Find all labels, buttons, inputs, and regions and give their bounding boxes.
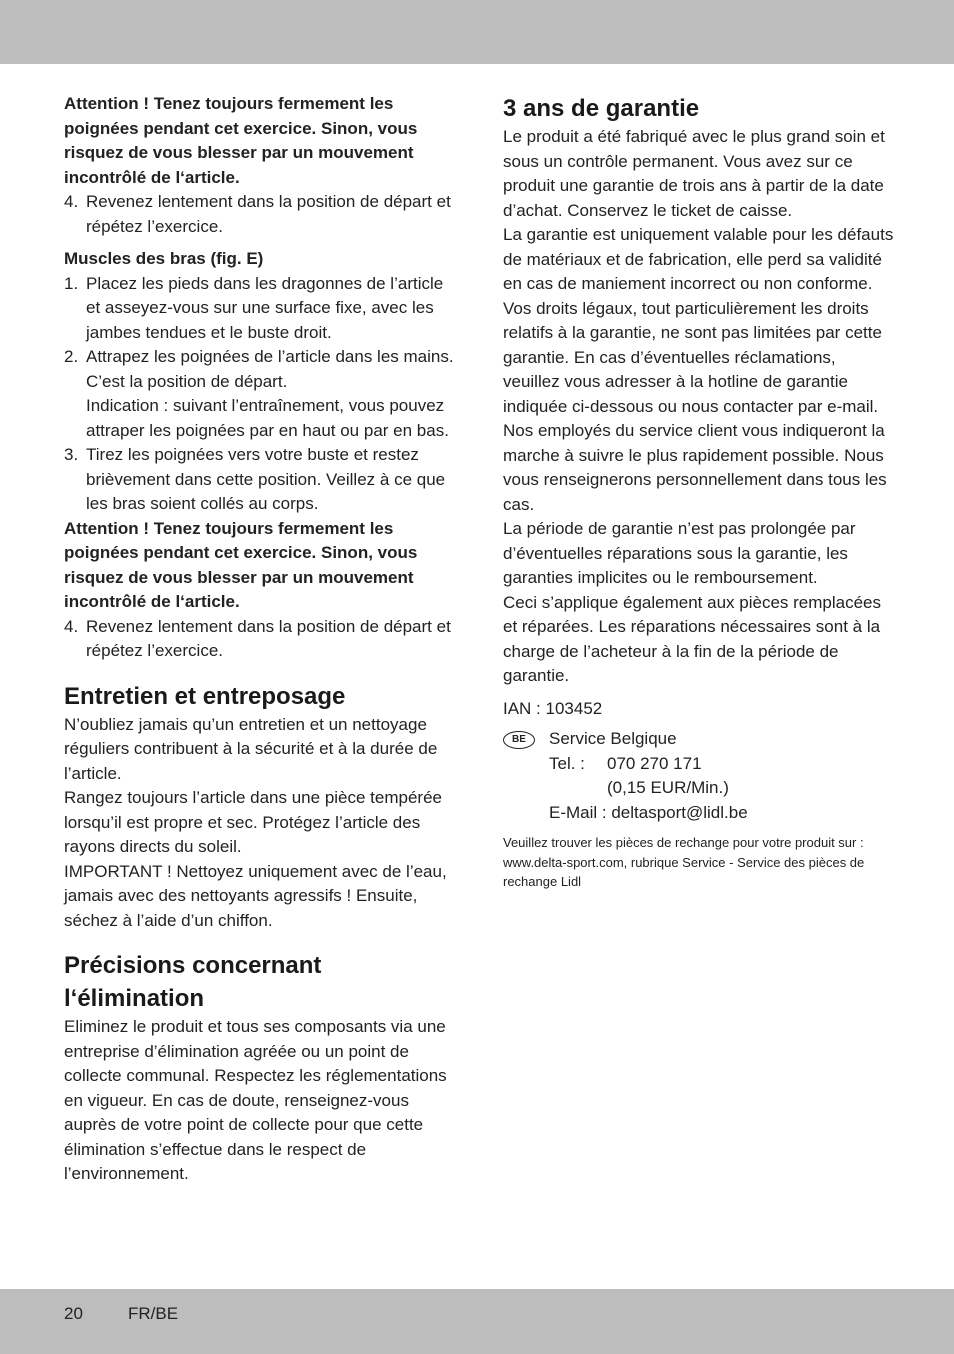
service-name: Service Belgique — [549, 729, 677, 748]
warning-text: Attention ! Tenez toujours fermement les poignées pendant cet exercice. Sinon, vous risquez de vous blesser par un mouvement incontrôlé de l‘article. — [64, 94, 418, 187]
tel-number: 070 270 171 — [607, 753, 702, 773]
country-badge: BE — [503, 731, 535, 749]
paragraph: IMPORTANT ! Nettoyez uniquement avec de l’eau, jamais avec des nettoyants agressifs ! Ensuite, séchez à l’aide d’un chiffon. — [64, 861, 447, 930]
maintenance-heading: Entretien et entreposage — [64, 682, 346, 710]
list-item — [64, 615, 456, 664]
list-item — [64, 272, 456, 346]
list-item — [64, 190, 456, 239]
step-text: Tirez les poignées vers votre buste et restez brièvement dans cette position. Veillez à ce que les bras soient collés au corps. — [86, 445, 446, 513]
step-note: Indication : suivant l’entraînement, vous pouvez attraper les poignées par en haut ou par en bas. — [86, 396, 449, 440]
step-text: Revenez lentement dans la position de départ et répétez l’exercice. — [86, 192, 451, 236]
tel-label: Tel. : — [549, 753, 585, 773]
right-column — [503, 92, 895, 892]
service-block — [503, 727, 895, 825]
list-item — [64, 443, 456, 517]
paragraph: La garantie est uniquement valable pour les défauts de matériaux et de fabrication, elle perd sa validité en cas de maniement incorrect ou non conforme. Vos droits légaux, tout particulièrement les droits relatifs à la garantie, ne sont pas limitées par cette garantie. En cas d’éventuelles réclamations, veuillez vous adresser à la hotline de garantie indiquée ci-dessous ou nous contacter par e-mail. Nos employés du service client vous indiqueront la marche à suivre le plus rapidement possible. Nous vous renseignerons personnellement dans tous les cas. — [503, 225, 894, 514]
header-bar — [0, 0, 954, 64]
step-number: 1. — [64, 273, 79, 293]
warranty-heading: 3 ans de garantie — [503, 95, 700, 122]
step-number: 4. — [64, 616, 79, 636]
paragraph: Le produit a été fabriqué avec le plus grand soin et sous un contrôle permanent. Vous avez sur ce produit une garantie de trois ans à partir de la date d’achat. Conservez le ticket de caisse. — [503, 127, 885, 220]
list-item — [64, 345, 456, 443]
arms-heading: Muscles des bras (fig. E) — [64, 249, 264, 268]
paragraph: Eliminez le produit et tous ses composants via une entreprise d’élimination agréée ou un point de collecte communal. Respectez les réglementations en vigueur. En cas de doute, renseignez-vous auprès de votre point de collecte pour que cette élimination s’effectue dans le respect de l’environnement. — [64, 1017, 447, 1183]
step-number: 4. — [64, 192, 79, 211]
left-column — [64, 92, 456, 1187]
language-code: FR/BE — [128, 1304, 179, 1323]
disposal-heading: Précisions concernant l‘élimination — [64, 952, 322, 1012]
page-number: 20 — [64, 1304, 83, 1323]
step-text: Attrapez les poignées de l’article dans les mains. C’est la position de départ. — [86, 347, 454, 391]
warning-text: Attention ! Tenez toujours fermement les poignées pendant cet exercice. Sinon, vous risquez de vous blesser par un mouvement incontrôlé de l‘article. — [64, 518, 418, 611]
paragraph: Ceci s’applique également aux pièces remplacées et réparées. Les réparations nécessaires sont à la charge de l’acheteur à la fin de la période de garantie. — [503, 592, 881, 685]
ian-number: IAN : 103452 — [503, 698, 603, 718]
paragraph: Rangez toujours l’article dans une pièce tempérée lorsqu’il est propre et sec. Protégez l’article des rayons directs du soleil. — [64, 788, 443, 856]
step-number: 3. — [64, 445, 79, 464]
paragraph: N’oubliez jamais qu’un entretien et un nettoyage réguliers contribuent à la sécurité et à la durée de l’article. — [64, 714, 438, 783]
spare-parts-note: Veuillez trouver les pièces de rechange pour votre produit sur : www.delta-sport.com, rubrique Service - Service des pièces de rechange Lidl — [503, 835, 865, 889]
email-contact: E-Mail : deltasport@lidl.be — [549, 802, 748, 822]
step-text: Placez les pieds dans les dragonnes de l’article et asseyez-vous sur une surface fixe, avec les jambes tendues et le buste droit. — [86, 273, 444, 342]
tel-rate: (0,15 EUR/Min.) — [607, 778, 729, 797]
paragraph: La période de garantie n’est pas prolongée par d’éventuelles réparations sous la garantie, les garanties implicites ou le remboursement. — [503, 519, 856, 587]
step-text: Revenez lentement dans la position de départ et répétez l’exercice. — [86, 616, 451, 660]
step-number: 2. — [64, 347, 79, 366]
